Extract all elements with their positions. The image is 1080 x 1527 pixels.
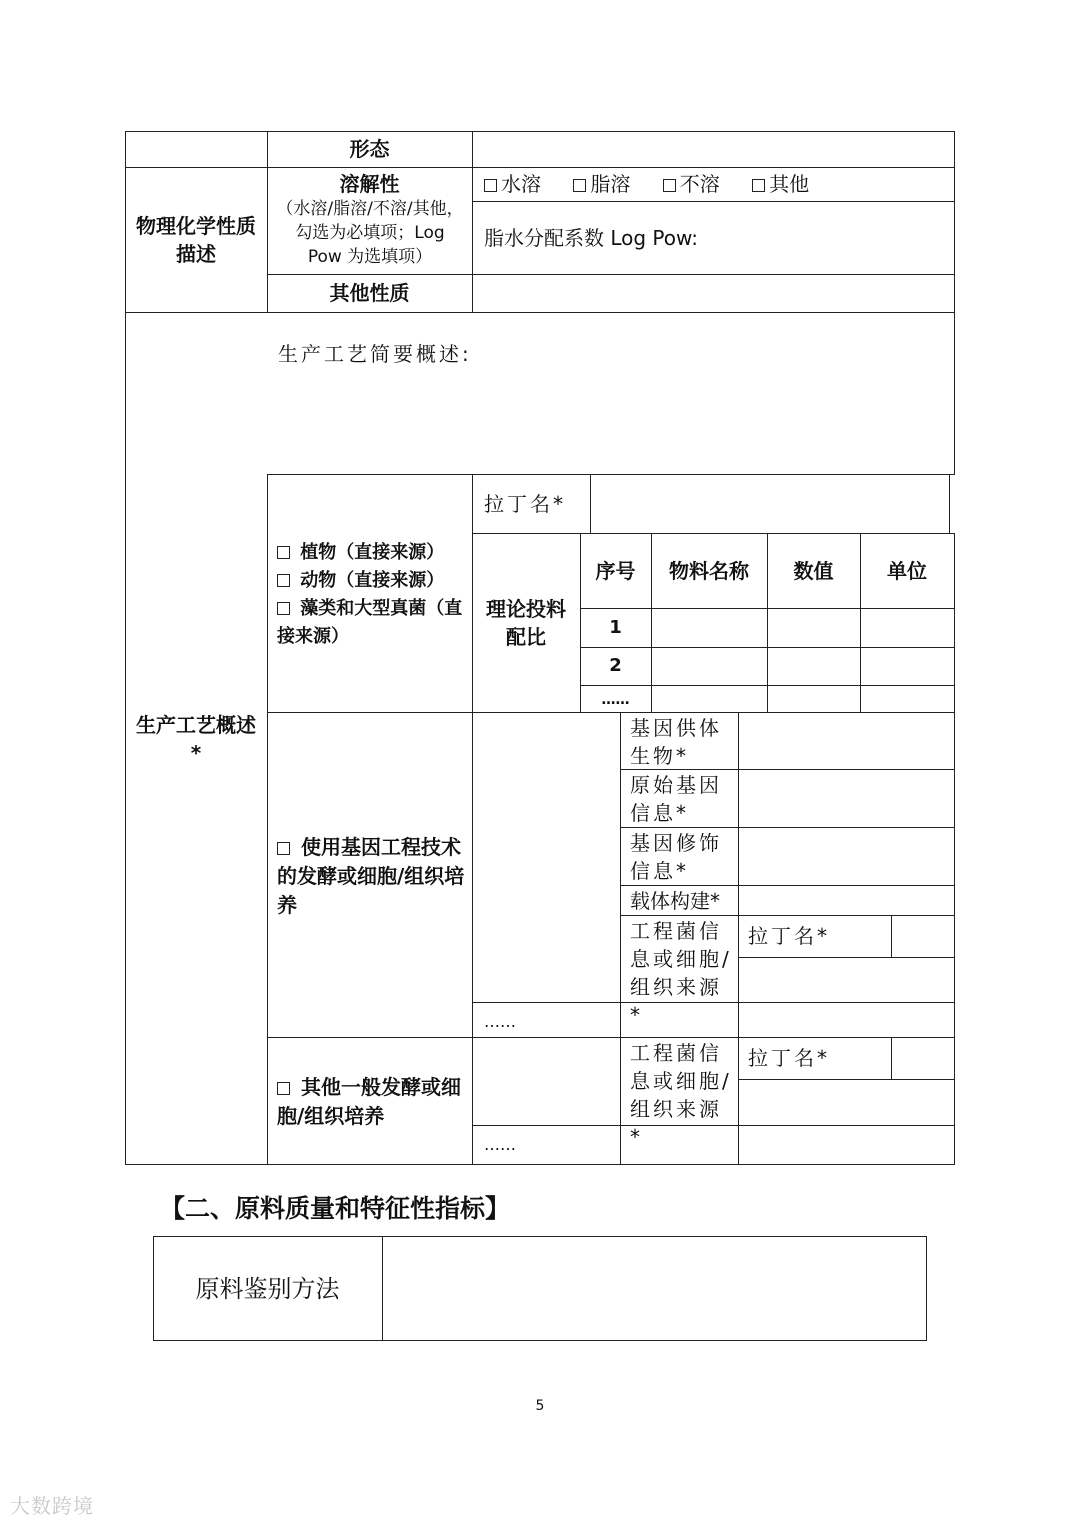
ellipsis: …… <box>484 1012 516 1031</box>
solubility-label: 溶解性 <box>339 172 400 196</box>
checkbox-icon[interactable] <box>277 602 290 615</box>
option-other[interactable]: 其他 <box>752 172 809 196</box>
latin-name-label: 拉丁名* <box>748 1046 830 1070</box>
option-fat-soluble[interactable]: 脂溶 <box>573 172 630 196</box>
option-water-soluble[interactable]: 水溶 <box>484 172 541 196</box>
checkbox-icon[interactable] <box>277 574 290 587</box>
vector-construction-label: 载体构建* <box>630 889 720 913</box>
phys-chem-label: 物理化学性质描述 <box>136 214 256 266</box>
header-seq: 序号 <box>595 559 636 583</box>
header-unit: 单位 <box>887 559 927 583</box>
natural-source-options <box>277 539 467 651</box>
latin-name-label: 拉丁名* <box>748 924 830 948</box>
table-row: 1 <box>609 617 622 638</box>
checkbox-icon[interactable] <box>484 179 497 192</box>
logpow-label: 脂水分配系数 Log Pow: <box>484 226 699 250</box>
option-general-fermentation[interactable]: 其他一般发酵或细胞/组织培养 <box>277 1075 461 1128</box>
option-animal[interactable]: 动物（直接来源） <box>277 567 467 595</box>
engineered-strain-label: 工程菌信息或细胞/组织来源* <box>630 919 732 1027</box>
feed-ratio-label: 理论投料配比 <box>486 597 566 649</box>
gene-donor-label: 基因供体生物* <box>630 716 722 768</box>
option-genetic-engineering[interactable]: 使用基因工程技术的发酵或细胞/组织培养 <box>277 835 465 917</box>
option-insoluble[interactable]: 不溶 <box>663 172 720 196</box>
other-properties-label: 其他性质 <box>329 281 410 305</box>
header-material-name: 物料名称 <box>669 559 749 583</box>
form-label: 形态 <box>349 137 390 161</box>
section-title: 【二、原料质量和特征性指标】 <box>160 1194 511 1223</box>
checkbox-icon[interactable] <box>277 842 290 855</box>
checkbox-icon[interactable] <box>663 179 676 192</box>
latin-name-label: 拉丁名* <box>484 492 566 516</box>
solubility-note: （水溶/脂溶/不溶/其他，勾选为必填项；Log Pow 为选填项） <box>276 199 464 267</box>
identification-method-label: 原料鉴别方法 <box>195 1275 340 1303</box>
checkbox-icon[interactable] <box>752 179 765 192</box>
table-row: …… <box>601 692 630 708</box>
option-plant[interactable]: 植物（直接来源） <box>277 539 467 567</box>
original-gene-label: 原始基因信息* <box>630 773 722 825</box>
process-summary-label: 生产工艺简要概述: <box>278 342 472 366</box>
table-row: 2 <box>609 655 622 676</box>
page-number: 5 <box>535 1398 545 1414</box>
watermark: 大数跨境 <box>10 1494 94 1518</box>
gene-modification-label: 基因修饰信息* <box>630 831 722 883</box>
checkbox-icon[interactable] <box>573 179 586 192</box>
option-algae-fungi[interactable]: 藻类和大型真菌（直接来源） <box>277 598 463 647</box>
header-value: 数值 <box>793 559 834 583</box>
process-label: 生产工艺概述* <box>136 713 256 765</box>
solubility-options <box>484 170 835 198</box>
ellipsis: …… <box>484 1135 516 1154</box>
checkbox-icon[interactable] <box>277 1082 290 1095</box>
engineered-strain-label: 工程菌信息或细胞/组织来源* <box>630 1041 732 1149</box>
checkbox-icon[interactable] <box>277 546 290 559</box>
